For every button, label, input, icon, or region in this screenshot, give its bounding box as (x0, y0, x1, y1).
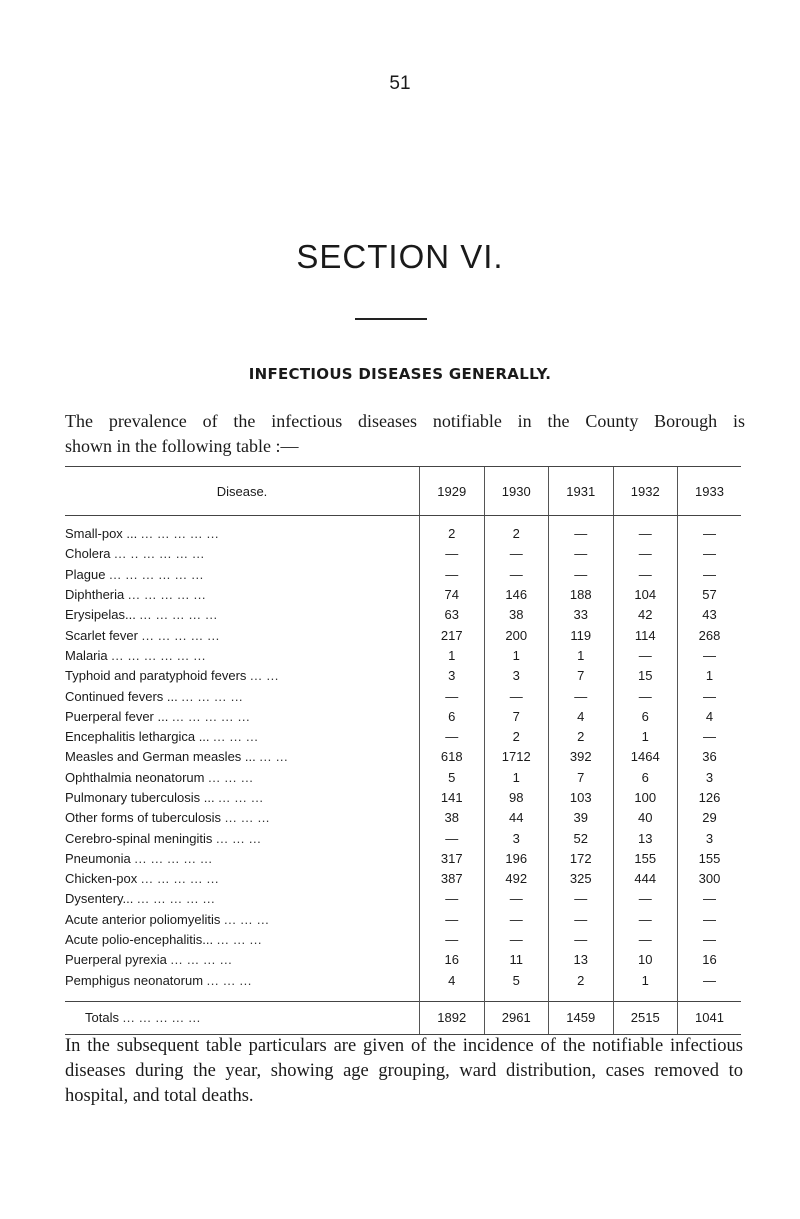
section-title: SECTION VI. (296, 238, 504, 275)
case-count-cell: — (613, 930, 678, 950)
case-count-cell: — (613, 910, 678, 930)
case-count-cell: — (420, 828, 485, 848)
disease-name-cell (65, 707, 420, 727)
case-count-cell: 6 (613, 768, 678, 788)
table-row (65, 646, 741, 666)
table-row (65, 707, 741, 727)
case-count-cell: 11 (484, 950, 549, 970)
leader-dots: ... ... ... ... ... ... (109, 566, 204, 582)
case-count-cell: — (484, 889, 549, 909)
case-count-cell: 13 (613, 828, 678, 848)
case-count-cell: — (484, 910, 549, 930)
case-count-cell: 7 (549, 666, 614, 686)
case-count-cell: 5 (420, 768, 485, 788)
case-count-cell: 1 (484, 768, 549, 788)
disease-name: Erysipelas... (65, 607, 136, 623)
header-year: 1930 (484, 467, 549, 516)
case-count-cell: 4 (678, 707, 742, 727)
case-count-cell: — (484, 565, 549, 585)
table-row (65, 828, 741, 848)
leader-dots: ... ... ... (223, 911, 270, 927)
case-count-cell: 200 (484, 625, 549, 645)
case-count-cell: — (678, 910, 742, 930)
disease-name: Typhoid and paratyphoid fevers (65, 668, 247, 684)
case-count-cell: 3 (484, 666, 549, 686)
leader-dots: ... ... ... ... ... (140, 871, 220, 887)
disease-name-cell (65, 971, 420, 1002)
leader-dots: ... ... ... (213, 729, 259, 745)
case-count-cell: 188 (549, 585, 614, 605)
case-count-cell: 268 (678, 625, 742, 645)
disease-name-cell (65, 727, 420, 747)
case-count-cell: 119 (549, 625, 614, 645)
leader-dots: ... ... ... ... ... (141, 627, 220, 643)
disease-name-cell (65, 910, 420, 930)
case-count-cell: 100 (613, 788, 678, 808)
case-count-cell: — (420, 910, 485, 930)
table-row (65, 625, 741, 645)
case-count-cell: — (549, 544, 614, 564)
case-count-cell: 3 (678, 768, 742, 788)
leader-dots: ... .. ... ... ... ... (114, 546, 205, 562)
disease-name-cell (65, 516, 420, 545)
case-count-cell: — (420, 544, 485, 564)
disease-name: Small-pox ... (65, 526, 138, 542)
case-count-cell: — (678, 516, 742, 545)
case-count-cell: 146 (484, 585, 549, 605)
header-year: 1931 (549, 467, 614, 516)
case-count-cell: 1 (613, 727, 678, 747)
case-count-cell: 141 (420, 788, 485, 808)
disease-name: Chicken-pox (65, 871, 138, 887)
case-count-cell: 38 (420, 808, 485, 828)
case-count-cell: 15 (613, 666, 678, 686)
leader-dots: ... ... ... (208, 769, 254, 785)
leader-dots: ... ... ... ... ... ... (111, 647, 206, 663)
disease-name: Ophthalmia neonatorum (65, 769, 205, 785)
case-count-cell: 33 (549, 605, 614, 625)
case-count-cell: 126 (678, 788, 742, 808)
table-body (65, 516, 741, 1035)
case-count-cell: 40 (613, 808, 678, 828)
leader-dots: ... ... ... ... (170, 952, 233, 968)
case-count-cell: 7 (549, 768, 614, 788)
disease-name-cell (65, 849, 420, 869)
disease-name: Acute anterior poliomyelitis (65, 911, 221, 927)
case-count-cell: — (678, 646, 742, 666)
leader-dots: ... ... ... (216, 830, 262, 846)
table-row (65, 516, 741, 545)
leader-dots: ... ... (250, 668, 279, 684)
table-row (65, 686, 741, 706)
case-count-cell: 172 (549, 849, 614, 869)
case-count-cell: — (678, 971, 742, 1002)
case-count-cell: 2 (549, 971, 614, 1002)
disease-name: Acute polio-encephalitis... (65, 932, 214, 948)
case-count-cell: 1 (484, 646, 549, 666)
disease-name-cell (65, 565, 420, 585)
case-count-cell: — (678, 544, 742, 564)
disease-name-cell (65, 950, 420, 970)
disease-name: Scarlet fever (65, 627, 138, 643)
header-year: 1932 (613, 467, 678, 516)
disease-name: Cerebro-spinal meningitis (65, 830, 213, 846)
leader-dots: ... ... ... ... ... (137, 891, 216, 907)
case-count-cell: 1 (678, 666, 742, 686)
case-count-cell: — (549, 910, 614, 930)
case-count-cell: — (678, 686, 742, 706)
case-count-cell: 39 (549, 808, 614, 828)
case-count-cell: 3 (678, 828, 742, 848)
table-header-row (65, 467, 741, 516)
case-count-cell: 2 (484, 727, 549, 747)
table-row (65, 910, 741, 930)
case-count-cell: — (549, 565, 614, 585)
total-count-cell: 2961 (484, 1001, 549, 1034)
leader-dots: ... ... ... ... ... (140, 526, 219, 542)
case-count-cell: 1 (613, 971, 678, 1002)
case-count-cell: 155 (678, 849, 742, 869)
total-count-cell: 1041 (678, 1001, 742, 1034)
case-count-cell: 6 (420, 707, 485, 727)
case-count-cell: — (613, 889, 678, 909)
table-row (65, 565, 741, 585)
disease-name: Other forms of tuberculosis (65, 810, 222, 826)
case-count-cell: 444 (613, 869, 678, 889)
case-count-cell: 492 (484, 869, 549, 889)
page-number: 51 (389, 73, 411, 94)
case-count-cell: 13 (549, 950, 614, 970)
disease-name-cell (65, 889, 420, 909)
table-row (65, 768, 741, 788)
disease-name-cell (65, 747, 420, 767)
totals-label-cell (65, 1001, 420, 1034)
case-count-cell: 16 (420, 950, 485, 970)
disease-name: Puerperal pyrexia (65, 952, 167, 968)
disease-name-cell (65, 788, 420, 808)
case-count-cell: — (549, 889, 614, 909)
leader-dots: ... ... ... ... ... (122, 1009, 201, 1025)
leader-dots: ... ... ... (216, 932, 263, 948)
case-count-cell: — (613, 544, 678, 564)
leader-dots: ... ... ... ... (181, 688, 244, 704)
disease-name: Malaria (65, 647, 108, 663)
disease-name: Continued fevers ... (65, 688, 178, 704)
case-count-cell: 57 (678, 585, 742, 605)
leader-dots: ... ... ... ... ... (127, 587, 207, 603)
case-count-cell: — (420, 686, 485, 706)
case-count-cell: 618 (420, 747, 485, 767)
case-count-cell: — (420, 565, 485, 585)
case-count-cell: — (420, 930, 485, 950)
subheading: INFECTIOUS DISEASES GENERALLY. (248, 365, 552, 383)
disease-name: Pemphigus neonatorum (65, 972, 204, 988)
case-count-cell: 38 (484, 605, 549, 625)
case-count-cell: — (678, 889, 742, 909)
disease-name-cell (65, 544, 420, 564)
case-count-cell: 392 (549, 747, 614, 767)
case-count-cell: 3 (484, 828, 549, 848)
table-row (65, 849, 741, 869)
disease-name-cell (65, 828, 420, 848)
case-count-cell: 3 (420, 666, 485, 686)
case-count-cell: 74 (420, 585, 485, 605)
case-count-cell: 2 (549, 727, 614, 747)
case-count-cell: — (678, 727, 742, 747)
case-count-cell: — (678, 565, 742, 585)
case-count-cell: 44 (484, 808, 549, 828)
case-count-cell: 29 (678, 808, 742, 828)
disease-name: Pneumonia (65, 850, 131, 866)
case-count-cell: 325 (549, 869, 614, 889)
disease-name-cell (65, 869, 420, 889)
disease-name-cell (65, 585, 420, 605)
case-count-cell: 98 (484, 788, 549, 808)
case-count-cell: — (549, 930, 614, 950)
table-row (65, 971, 741, 1002)
case-count-cell: 300 (678, 869, 742, 889)
leader-dots: ... ... ... ... ... (139, 607, 218, 623)
disease-name-cell (65, 808, 420, 828)
case-count-cell: 4 (420, 971, 485, 1002)
case-count-cell: — (420, 727, 485, 747)
case-count-cell: 2 (420, 516, 485, 545)
disease-name-cell (65, 625, 420, 645)
case-count-cell: 1464 (613, 747, 678, 767)
header-disease: Disease. (65, 467, 420, 516)
case-count-cell: — (420, 889, 485, 909)
disease-name: Cholera (65, 546, 111, 562)
case-count-cell: 52 (549, 828, 614, 848)
table-row (65, 605, 741, 625)
case-count-cell: — (549, 686, 614, 706)
table-row (65, 727, 741, 747)
case-count-cell: — (613, 565, 678, 585)
case-count-cell: 387 (420, 869, 485, 889)
case-count-cell: 42 (613, 605, 678, 625)
intro-line-2: shown in the following table :— (65, 436, 299, 456)
case-count-cell: 196 (484, 849, 549, 869)
case-count-cell: 317 (420, 849, 485, 869)
table-row (65, 788, 741, 808)
header-year: 1933 (678, 467, 742, 516)
closing-paragraph: In the subsequent table particulars are given of the incidence of the notifiable infectious diseases during the year, showing age grouping, ward distribution, cases removed to hospital, and total deaths. (65, 1036, 743, 1106)
disease-name: Measles and German measles ... (65, 749, 256, 765)
leader-dots: ... ... ... ... ... (171, 708, 251, 724)
case-count-cell: 10 (613, 950, 678, 970)
table-row (65, 544, 741, 564)
disease-name: Dysentery... (65, 891, 134, 907)
table-row (65, 747, 741, 767)
case-count-cell: — (484, 686, 549, 706)
case-count-cell: — (613, 646, 678, 666)
case-count-cell: — (549, 516, 614, 545)
leader-dots: ... ... ... (206, 972, 252, 988)
case-count-cell: 7 (484, 707, 549, 727)
case-count-cell: — (613, 516, 678, 545)
disease-name-cell (65, 646, 420, 666)
case-count-cell: 103 (549, 788, 614, 808)
total-count-cell: 1459 (549, 1001, 614, 1034)
case-count-cell: 155 (613, 849, 678, 869)
case-count-cell: 217 (420, 625, 485, 645)
disease-name: Puerperal fever ... (65, 708, 169, 724)
case-count-cell: — (484, 930, 549, 950)
case-count-cell: 5 (484, 971, 549, 1002)
disease-name: Plague (65, 566, 106, 582)
totals-label: Totals (85, 1009, 119, 1025)
table-row (65, 808, 741, 828)
case-count-cell: 2 (484, 516, 549, 545)
leader-dots: ... ... ... (224, 810, 270, 826)
header-year: 1929 (420, 467, 485, 516)
disease-name-cell (65, 930, 420, 950)
intro-line-1: The prevalence of the infectious diseases notifiable in the County Borough is (65, 411, 745, 431)
table-row (65, 869, 741, 889)
case-count-cell: — (613, 686, 678, 706)
case-count-cell: 36 (678, 747, 742, 767)
case-count-cell: 63 (420, 605, 485, 625)
title-divider (355, 318, 427, 320)
table-row (65, 950, 741, 970)
leader-dots: ... ... (259, 749, 289, 765)
totals-row (65, 1001, 741, 1034)
case-count-cell: 6 (613, 707, 678, 727)
case-count-cell: 43 (678, 605, 742, 625)
table-row (65, 666, 741, 686)
disease-table (65, 466, 741, 1035)
case-count-cell: 4 (549, 707, 614, 727)
disease-name: Pulmonary tuberculosis ... (65, 790, 215, 805)
case-count-cell: — (484, 544, 549, 564)
table-row (65, 930, 741, 950)
disease-name-cell (65, 666, 420, 686)
disease-name: Diphtheria (65, 587, 125, 603)
case-count-cell: 16 (678, 950, 742, 970)
disease-name: Encephalitis lethargica ... (65, 729, 210, 745)
case-count-cell: 1712 (484, 747, 549, 767)
disease-name-cell (65, 768, 420, 788)
disease-name-cell (65, 686, 420, 706)
total-count-cell: 2515 (613, 1001, 678, 1034)
leader-dots: ... ... ... ... ... (134, 850, 213, 866)
total-count-cell: 1892 (420, 1001, 485, 1034)
case-count-cell: — (678, 930, 742, 950)
table-row (65, 585, 741, 605)
case-count-cell: 1 (549, 646, 614, 666)
case-count-cell: 114 (613, 625, 678, 645)
case-count-cell: 1 (420, 646, 485, 666)
disease-name-cell (65, 605, 420, 625)
case-count-cell: 104 (613, 585, 678, 605)
leader-dots: ... ... ... (218, 790, 264, 805)
table-row (65, 889, 741, 909)
